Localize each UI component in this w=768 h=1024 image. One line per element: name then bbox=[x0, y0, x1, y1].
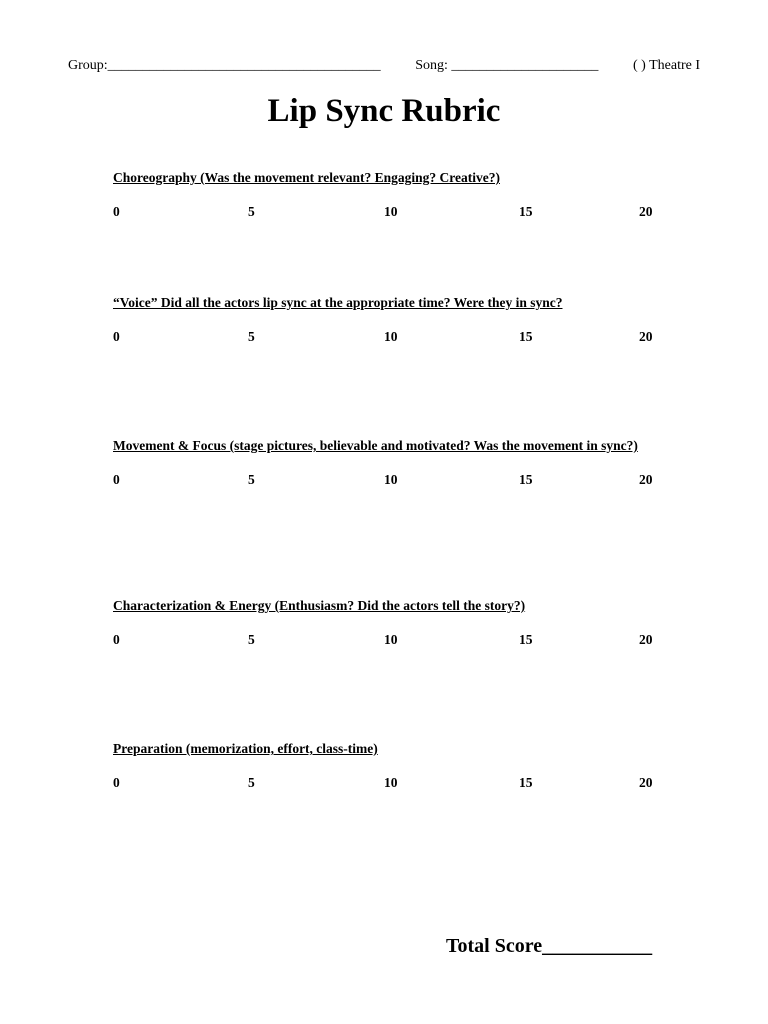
score-option: 15 bbox=[519, 204, 533, 219]
criterion-choreography bbox=[113, 169, 658, 222]
criterion-label: Preparation (memorization, effort, class-time) bbox=[113, 741, 378, 756]
score-option: 10 bbox=[384, 329, 398, 344]
score-option: 15 bbox=[519, 472, 533, 487]
score-option: 0 bbox=[113, 329, 120, 344]
score-option: 10 bbox=[384, 775, 398, 790]
score-option: 0 bbox=[113, 472, 120, 487]
score-option: 5 bbox=[248, 329, 255, 344]
score-scale bbox=[113, 204, 658, 222]
criterion-label: “Voice” Did all the actors lip sync at the appropriate time? Were they in sync? bbox=[113, 295, 563, 310]
score-option: 20 bbox=[639, 472, 653, 487]
score-option: 20 bbox=[639, 632, 653, 647]
score-option: 5 bbox=[248, 472, 255, 487]
score-option: 0 bbox=[113, 632, 120, 647]
score-scale bbox=[113, 775, 658, 793]
score-scale bbox=[113, 472, 658, 490]
score-option: 5 bbox=[248, 204, 255, 219]
group-field: Group:_______________________________________ bbox=[68, 58, 381, 73]
criterion-characterization-energy bbox=[113, 597, 658, 650]
score-option: 5 bbox=[248, 775, 255, 790]
score-option: 10 bbox=[384, 472, 398, 487]
score-option: 20 bbox=[639, 204, 653, 219]
score-option: 10 bbox=[384, 632, 398, 647]
score-option: 0 bbox=[113, 204, 120, 219]
score-option: 15 bbox=[519, 632, 533, 647]
song-field: Song: _____________________ bbox=[415, 58, 599, 73]
score-option: 15 bbox=[519, 775, 533, 790]
class-field: ( ) Theatre I bbox=[633, 58, 700, 73]
score-scale bbox=[113, 329, 658, 347]
criterion-label: Movement & Focus (stage pictures, believable and motivated? Was the movement in sync?) bbox=[113, 438, 638, 453]
criterion-movement-focus bbox=[113, 437, 658, 490]
score-option: 10 bbox=[384, 204, 398, 219]
score-option: 15 bbox=[519, 329, 533, 344]
criterion-label: Choreography (Was the movement relevant? Engaging? Creative?) bbox=[113, 170, 500, 185]
score-option: 20 bbox=[639, 775, 653, 790]
header-fields bbox=[68, 58, 700, 74]
score-option: 5 bbox=[248, 632, 255, 647]
score-option: 0 bbox=[113, 775, 120, 790]
score-scale bbox=[113, 632, 658, 650]
page-title: Lip Sync Rubric bbox=[267, 93, 501, 129]
criterion-preparation bbox=[113, 740, 658, 793]
criterion-label: Characterization & Energy (Enthusiasm? Did the actors tell the story?) bbox=[113, 598, 526, 613]
criterion-voice bbox=[113, 294, 658, 347]
total-score: Total Score___________ bbox=[446, 935, 653, 957]
score-option: 20 bbox=[639, 329, 653, 344]
